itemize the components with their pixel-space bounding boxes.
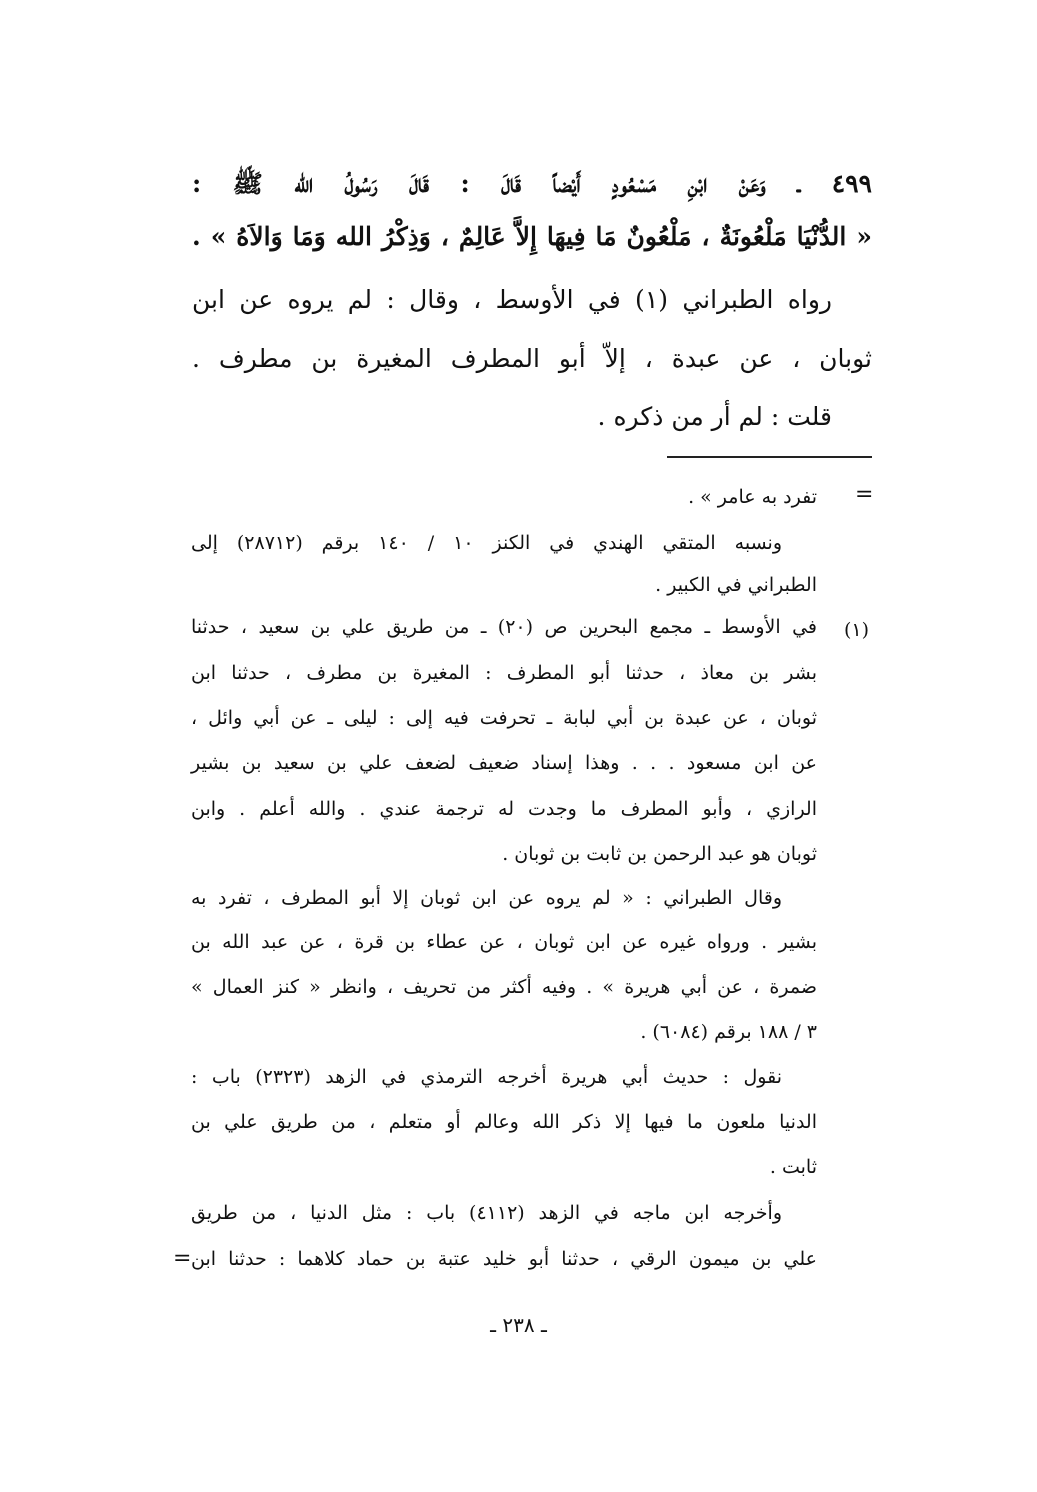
footnote-para-2-line: وقال الطبراني : « لم يروه عن ابن ثوبان إلا أبو المطرف ، تفرد به [191,887,782,909]
footnote-separator [667,456,872,458]
footnote-cont-line-3: الطبراني في الكبير . [655,574,817,596]
footnote-para-3-line: ثابت . [769,1156,817,1178]
footnote-1-line: الرازي ، وأبو المطرف ما وجدت له ترجمة عندي . والله أعلم . وابن [191,798,817,820]
footnote-1-marker: (١) [843,619,869,641]
footnote-1-line: عن ابن مسعود . . . وهذا إسناد ضعيف لضعف علي بن سعيد بن بشير [191,752,817,774]
footnote-1-line: في الأوسط ـ مجمع البحرين ص (٢٠) ـ من طريق علي بن سعيد ، حدثنا [191,616,817,638]
narration-line-1: رواه الطبراني (١) في الأوسط ، وقال : لم يروه عن ابن [192,285,832,314]
footnote-para-4-line: وأخرجه ابن ماجه في الزهد (٤١١٢) باب : مثل الدنيا ، من طريق [191,1202,782,1224]
end-continuation-mark: = [173,1246,192,1271]
footnote-para-2-line: ٣ / ١٨٨ برقم (٦٠٨٤) . [640,1021,817,1043]
hadith-line-1: ٤٩٩ ـ وَعَنْ ابْنِ مَسْعُودٍ أَيْضاً قَالَ : قَالَ رَسُولُ الله ﷺ : [192,169,872,198]
narration-line-2: ثوبان ، عن عبدة ، إلاّ أبو المطرف المغيرة بن مطرف . [192,344,872,373]
footnote-1-line: ثوبان هو عبد الرحمن بن ثابت بن ثوبان . [502,843,817,865]
footnote-para-3-line: الدنيا ملعون ما فيها إلا ذكر الله وعالم أو متعلم ، من طريق علي بن [191,1111,817,1133]
continuation-mark: = [855,482,874,507]
page-number: ـ ٢٣٨ ـ [490,1313,547,1337]
footnote-para-2-line: بشير . ورواه غيره عن ابن ثوبان ، عن عطاء بن قرة ، عن عبد الله بن [191,931,817,953]
hadith-line-2: « الدُّنْيَا مَلْعُونَةٌ ، مَلْعُونٌ مَا فِيهَا إِلاَّ عَالِمٌ ، وَذِكْرُ الله وَمَا وَالاَهُ » . [192,222,872,251]
footnote-1-line: بشر بن معاذ ، حدثنا أبو المطرف : المغيرة بن مطرف ، حدثنا ابن [191,662,817,684]
footnote-cont-line-2: ونسبه المتقي الهندي في الكنز ١٠ / ١٤٠ برقم (٢٨٧١٢) إلى [191,532,782,554]
comment-line: قلت : لم أر من ذكره . [597,402,832,431]
footnote-para-3-line: نقول : حديث أبي هريرة أخرجه الترمذي في الزهد (٢٣٢٣) باب : [191,1066,782,1088]
footnote-1-line: ثوبان ، عن عبدة بن أبي لبابة ـ تحرفت فيه إلى : ليلى ـ عن أبي وائل ، [191,707,817,729]
footnote-para-2-line: ضمرة ، عن أبي هريرة » . وفيه أكثر من تحريف ، وانظر « كنز العمال » [191,976,817,998]
footnote-cont-line-1: تفرد به عامر » . [688,486,817,508]
footnote-para-4-line: علي بن ميمون الرقي ، حدثنا أبو خليد عتبة بن حماد كلاهما : حدثنا ابن [191,1248,817,1270]
